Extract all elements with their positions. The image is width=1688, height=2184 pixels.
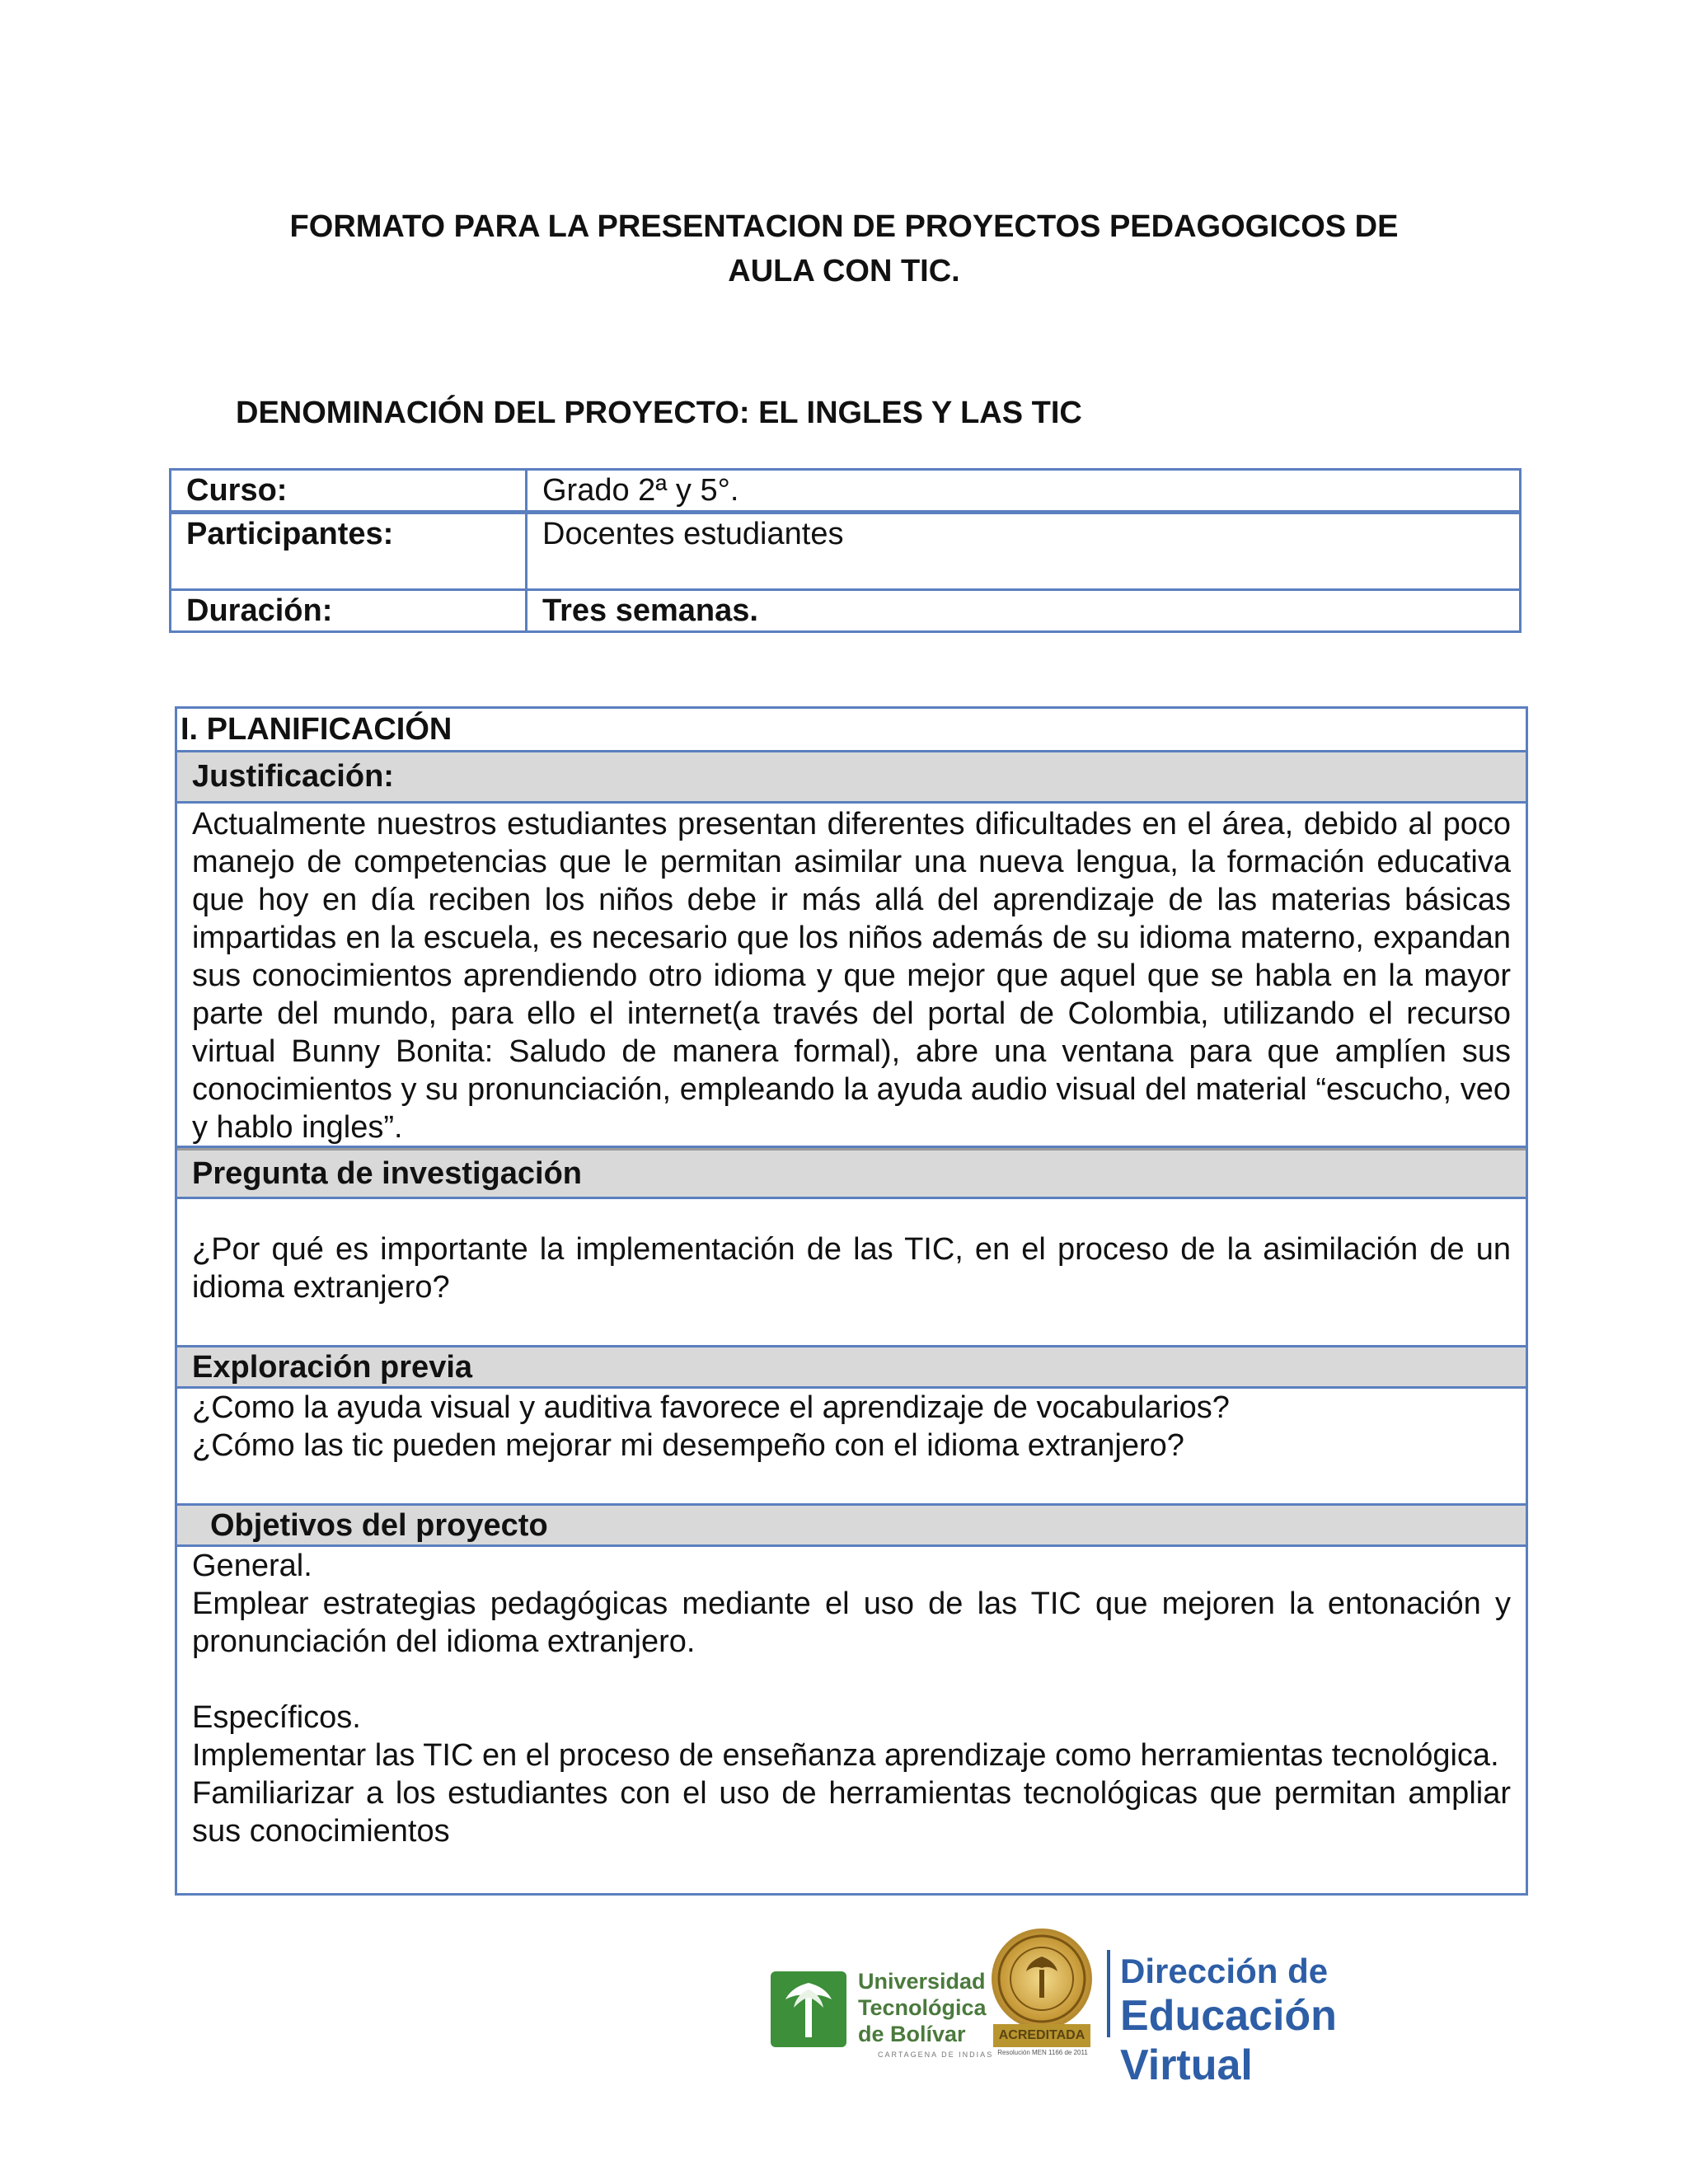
- objetivos-header: Objetivos del proyecto: [177, 1506, 1526, 1547]
- utb-subtitle: CARTAGENA DE INDIAS: [878, 2050, 994, 2059]
- exploracion-question-1: ¿Como la ayuda visual y auditiva favorece el aprendizaje de vocabularios?: [192, 1390, 1230, 1425]
- exploracion-question-2: ¿Cómo las tic pueden mejorar mi desempeño con el idioma extranjero?: [192, 1428, 1184, 1463]
- pregunta-body: [177, 1199, 1526, 1347]
- info-table: [169, 468, 1522, 633]
- planning-table: [175, 706, 1528, 1896]
- duracion-label: Duración:: [171, 591, 528, 630]
- participantes-value: Docentes estudiantes: [542, 517, 844, 551]
- info-row-curso: [171, 471, 1519, 514]
- utb-line-1: Universidad: [858, 1969, 986, 1994]
- title-line-2: AULA CON TIC.: [728, 254, 960, 288]
- logo-divider: [1107, 1950, 1110, 2037]
- info-row-participantes: [171, 514, 1519, 591]
- pregunta-text: ¿Por qué es importante la implementación de las TIC, en el proceso de la asimilación de un idioma extranjero?: [192, 1232, 1511, 1305]
- title-line-1: FORMATO PARA LA PRESENTACION DE PROYECTOS PEDAGOGICOS DE: [289, 209, 1399, 244]
- exploracion-header: Exploración previa: [177, 1347, 1526, 1389]
- utb-logo-text: [858, 1968, 987, 2047]
- objetivos-body: [177, 1547, 1526, 1850]
- info-row-duracion: [171, 591, 1519, 630]
- justificacion-header: Justificación:: [177, 752, 1526, 804]
- seal-band: ACREDITADA: [993, 2024, 1090, 2047]
- especificos-label: Específicos.: [192, 1700, 361, 1735]
- especifico-1: Implementar las TIC en el proceso de enseñanza aprendizaje como herramientas tecnológica.: [192, 1738, 1499, 1773]
- participantes-label: Participantes:: [171, 514, 528, 588]
- planning-section-title: I. PLANIFICACIÓN: [177, 709, 1526, 752]
- footer-logos: [771, 1920, 1447, 2089]
- duracion-value: Tres semanas.: [542, 593, 758, 628]
- pregunta-header: Pregunta de investigación: [177, 1148, 1526, 1199]
- curso-label: Curso:: [171, 471, 528, 510]
- project-name: DENOMINACIÓN DEL PROYECTO: EL INGLES Y LAS TIC: [236, 396, 1082, 430]
- utb-line-2: Tecnológica: [858, 1995, 987, 2020]
- utb-line-3: de Bolívar: [858, 2022, 966, 2046]
- curso-value: Grado 2ª y 5°.: [542, 473, 739, 508]
- document-title: [0, 204, 1688, 293]
- direccion-line-2: Educación Virtual: [1120, 1992, 1337, 2089]
- justificacion-text: Actualmente nuestros estudiantes presentan diferentes dificultades en el área, debido al poco manejo de competencias que le permitan asimilar una nueva lengua, la formación educativa que hoy en día reciben los niños debe ir más allá del aprendizaje de las materias básicas impartidas en la escuela, es necesario que los niños además de su idioma materno, expandan sus conocimientos aprendiendo otro idioma y que mejor que aquel que se habla en la mayor parte del mundo, para ello el internet(a través del portal de Colombia, utilizando el recurso virtual Bunny Bonita: Saludo de manera formal), abre una ventana para que amplíen sus conocimientos y su pronunciación, empleando la ayuda audio visual del material “escucho, veo y hablo ingles”.: [192, 807, 1511, 1145]
- direccion-line-1: Dirección de: [1120, 1952, 1329, 1990]
- general-label: General.: [192, 1549, 312, 1583]
- general-text: Emplear estrategias pedagógicas mediante el uso de las TIC que mejoren la entonación y pronunciación del idioma extranjero.: [192, 1586, 1511, 1659]
- utb-logo-icon: [771, 1971, 846, 2047]
- especifico-2: Familiarizar a los estudiantes con el uso de herramientas tecnológicas que permitan ampliar sus conocimientos: [192, 1776, 1511, 1849]
- seal-subtitle: Resolución MEN 1166 de 2011: [997, 2049, 1088, 2056]
- justificacion-body: [177, 804, 1526, 1148]
- accreditation-seal-icon: [992, 1929, 1092, 2029]
- exploracion-body: [177, 1389, 1526, 1506]
